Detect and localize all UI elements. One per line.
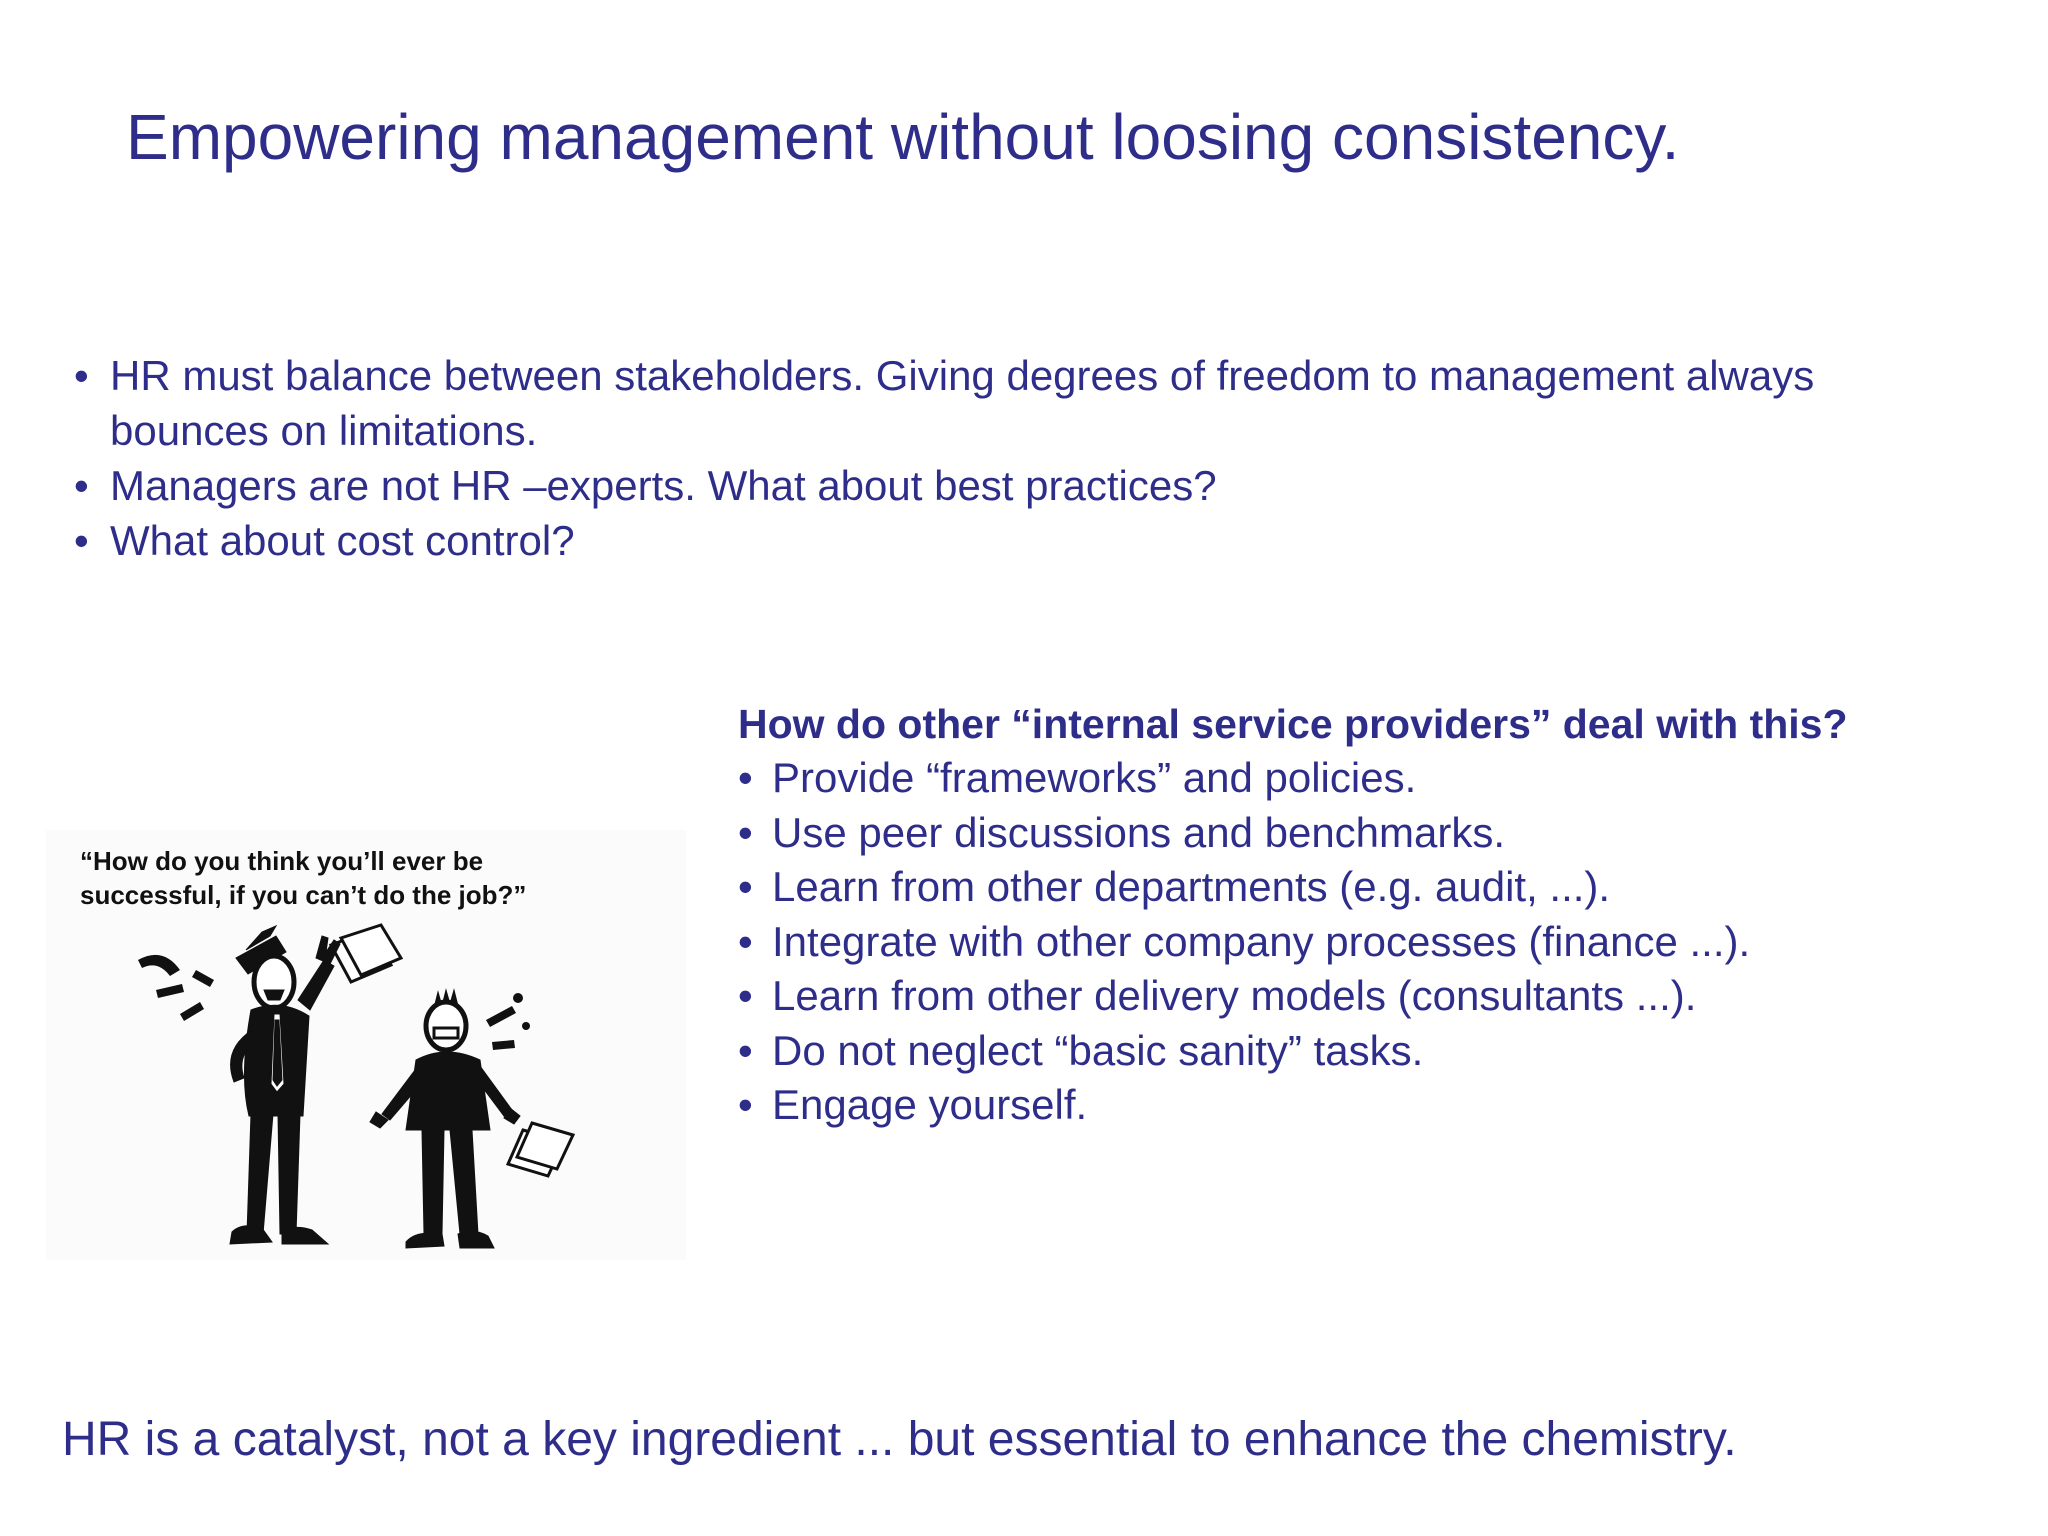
list-item: • Learn from other departments (e.g. audit, ...). (738, 860, 2028, 915)
list-item: • Provide “frameworks” and policies. (738, 751, 2028, 806)
section-heading: How do other “internal service providers” deal with this? (738, 701, 1848, 747)
paper-icon (508, 1123, 573, 1176)
angry-manager-figure (230, 926, 340, 1244)
cartoon-illustration (46, 830, 686, 1260)
shout-marks-icon (486, 993, 530, 1050)
list-item: • HR must balance between stakeholders. Giving degrees of freedom to management always bounces on limitations. (70, 348, 1920, 458)
list-item: • Integrate with other company processes (finance ...). (738, 915, 2028, 970)
shout-marks-icon (138, 955, 214, 1021)
providers-bullet-list (738, 751, 2028, 1133)
footer-statement: HR is a catalyst, not a key ingredient ... but essential to enhance the chemistry. (62, 1413, 1737, 1466)
arguing-managers-cartoon-icon (46, 830, 686, 1260)
list-item: • Do not neglect “basic sanity” tasks. (738, 1024, 2028, 1079)
list-item: • Use peer discussions and benchmarks. (738, 806, 2028, 861)
cartoon-caption-line: “How do you think you’ll ever be (80, 846, 484, 876)
top-bullet-list (70, 348, 1920, 568)
list-item: • What about cost control? (70, 513, 1920, 568)
slide-title: Empowering management without loosing consistency. (126, 101, 1680, 173)
list-item: • Learn from other delivery models (consultants ...). (738, 969, 2028, 1024)
list-item: • Managers are not HR –experts. What about best practices? (70, 458, 1920, 513)
cartoon-caption-line: successful, if you can’t do the job?” (80, 880, 527, 910)
shocked-employee-figure (370, 990, 520, 1248)
paper-icon (331, 925, 401, 982)
internal-providers-section (738, 697, 2028, 1133)
list-item: • Engage yourself. (738, 1078, 2028, 1133)
